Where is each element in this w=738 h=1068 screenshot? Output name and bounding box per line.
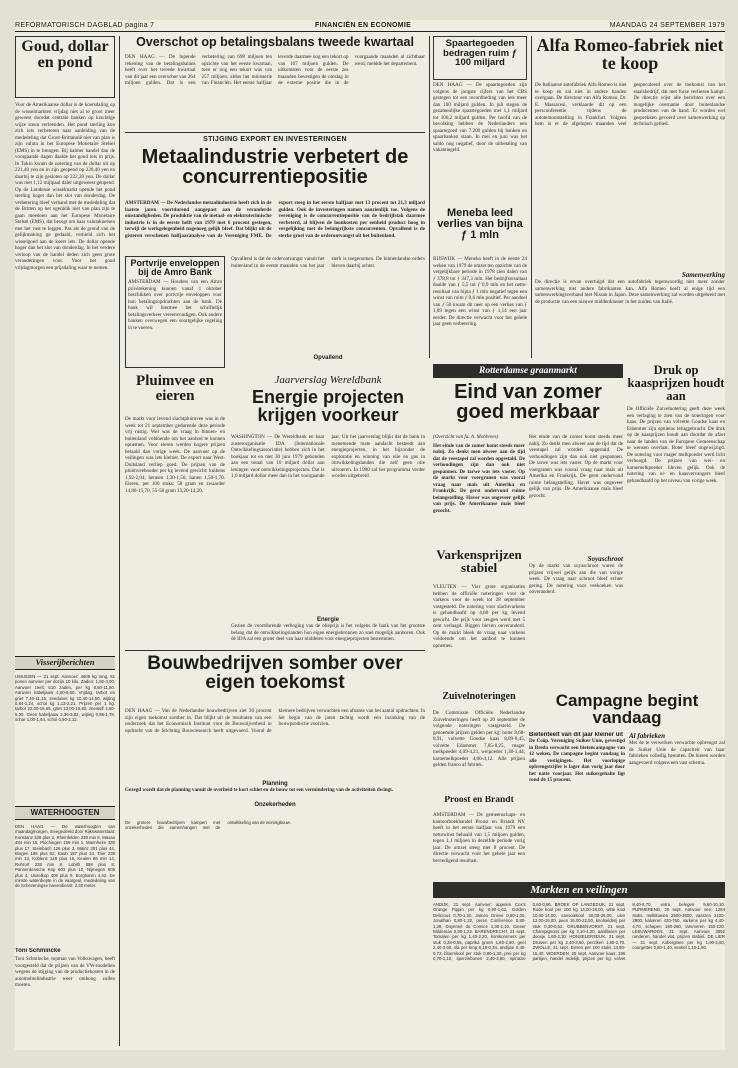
markten-band: Markten en veilingen [433, 882, 725, 898]
article-visserij-body: IJMUIDEN — 21 sept. Aanvoer: 4609 kg tong, 51 ponen aanvoer per dozijn 10 kilo. Zaden: 1,82-3,00. Aanvoer zeelt: 510 zaden, per kg 8,60-11,80. Aanvoer kabeljauw 4,00-6,60. Vrijdag, tarbot en griet 7,40-11,15, zeeduivel kg 10,40-14,50, wijting 0,84-1,24, schol kg 1,13-2,21. Prijzen per 1 kg: tarbot 22,00-16,65, griet 13,00-15,80, zeewolf 4,60-5,00. Geen kabeljauw 2,36-3,82, wijting 0,86-1,78, schar 1,00-1,64, schol 0,90-2,12. [15, 674, 115, 723]
article-campagne-head [529, 692, 725, 730]
article-overschot-head [125, 36, 425, 52]
article-pluimvee-body: De markt voor levend slachtpluimvee was in de week tot 21 september gedurende deze periode vrij rustig. Wel was de vraag in binnen- en buitenland voldoende om het aanbod te kunnen opnemen. Voor eieren werden hogere prijzen betaald dan vorige week. De aanvoer op de veilingen was iets kleiner. De export naar West-Duitsland verliep goed. De prijzen van de pluimveehouder per kg levend gewicht: kuikens 1,92-2,04, hennen 1,30-1,50, hanen 1,50-1,70. Eieren, per 100 stuks: 58 gram en zwaarder 14,80-15,70, 55-58 gram 13,20-14,20. [125, 416, 225, 494]
article-spaar [433, 82, 527, 204]
column-rule-2 [429, 36, 430, 358]
article-overschot [125, 54, 425, 128]
article-bouw-subhead2: Onzekerheden [254, 802, 296, 808]
article-waterhoogten-body: DEN HAAG — De waterhoogten van maandagmorgen, meegedeeld door Rijkswaterstaat: Konstanz 338 plus 2, Rheinfelden 238 min 6, Maxau 484 min 15, Plochingen 159 min 1, Mannheim 330 plus 17, Steinbach 126 plus 2, Mainz 301 plus 44, Bingen 186 plus 62, Kaub 187 plus 34, Trier 238 min 13, Koblenz 148 plus 15, Keulen 86 min 14, Ruhrort 238 min 8, Lobith 898 plus 8, Pannerdensche Kop 603 plus 10, Nijmegen 605 plus 4, IJsselkop 409 plus 9, Borgharen 4.42. De minste waterdiepte in de vaargeul, mededeling van de Scheveningse havendienst: 2,30 meter. [15, 824, 115, 889]
article-metaal-title: Metaalindustrie verbetert de concurrentiepositie [141, 147, 409, 188]
article-spaar-title: Spaartegoeden bedragen ruim ƒ 100 miljard [443, 39, 517, 69]
article-alfa-title: Alfa Romeo-fabriek niet te koop [536, 36, 724, 73]
article-energie-body: WASHINGTON — De Wereldbank en haar zusterorganisatie IDA (Internationale Ontwikkelingsassociatie) hebben zich in het boekjaar tot en met 30 juni 1979 gebonden aan een totaal van 10 miljard dollar aan leningen voor ontwikkelingsprojecten. Dat is 1,6 miljard dollar meer dan in het voorgaande jaar. Uit het jaarverslag blijkt dat de bank in toenemende mate aandacht besteedt aan energieprojecten, in het bijzonder de exploratie en winning van olie en gas in ontwikkelingslanden die zelf geen olie uitvoeren. In 1980 zal het programma verder worden uitgebreid. [231, 434, 425, 479]
article-rotterdam-body: Het einde van de zomer komt steeds meer nabij. Zo denkt men alweer aan de tijd dat de veestapel zal worden opgestald. De verhoudingen zijn dan ook niet gespannen. De tarwe was iets vaster. Op de markt voor voergranen was vooral vraag naar maïs uit Amerika en Frankrijk. De gerst ondervond ruime belangstelling. Haver was ongeveer gelijk van prijs. De Amerikaanse maïs bleef gezocht. [433, 442, 525, 514]
article-campagne-kicker: Bietenteelt van dit jaar kleiner uit [529, 732, 624, 738]
article-schmincke [15, 948, 115, 1046]
article-alfa-body2: De directie is ervan overtuigd dat een autofabriek tegenwoordig niet meer zonder samenwerking met andere fabrikanten kan. Alfa Romeo heeft al enige tijd een samenwerkingsverband met Nissan in Japan. Deze samenwerking zal worden uitgebreid met de productie van een nieuwe middenklasser in het zuiden van Italië. [535, 279, 725, 305]
article-metaal-subhead: Opvallend [313, 355, 343, 361]
article-campagne-body: De Coöp. Vereniging Suiker Unie, gevestigd in Breda verwacht een bietencampagne van 12 weken. De campagne begint vandaag in alle vestigingen. Het voorlopige opbrengstcijfer is lager dan vorig jaar door het natte voorjaar. Het suikergehalte ligt rond de 15 procent. [529, 738, 625, 783]
article-energie-subhead: Energie [316, 617, 339, 623]
article-waterhoogten [15, 824, 115, 942]
column-rule [119, 36, 120, 1046]
article-meneba-head [433, 208, 527, 254]
newspaper-page [15, 20, 725, 1050]
article-kaas-title: Druk op kaasprijzen houdt aan [627, 364, 725, 403]
article-campagne-cont [629, 732, 725, 876]
article-portvrije-body: AMSTERDAM — Houders van een Amro privérekening kunnen vanaf 1 oktober beschikken over portvrije enveloppen voor hun betalingsopdrachten aan de bank. De bank wil hiermee het schriftelijk betalingsverkeer vereenvoudigen. Ook andere banken overwegen een soortgelijke regeling in te voeren. [128, 279, 222, 331]
article-goud-title-box [15, 36, 115, 98]
article-energie-title: Energie projecten krijgen voorkeur [251, 388, 405, 425]
article-overschot-title: Overschot op betalingsbalans tweede kwartaal [136, 36, 414, 49]
article-metaal-body: AMSTERDAM — De Nederlandse metaalindustrie heeft zich in de laatste jaren voortdurend aangepast aan de veranderde omstandigheden. De produktie van de metaal- en elektrotechnische industrie is in de eerste helft van 1979 met 6 procent gestegen, terwijl de werkgelegenheid nagenoeg gelijk bleef. Dat blijkt uit de gisteren verschenen halfjaaranalyse van de Vereniging FME. De export steeg in het eerste halfjaar met 13 procent tot 21,3 miljard gulden. Ook de investeringen namen aanzienlijk toe. Volgens de vereniging is de concurrentiepositie van de bedrijfstak daarmee verbeterd, al blijven de loonkosten per eenheid product hoog in vergelijking met de belangrijkste concurrenten. Opvallend is de sterke groei van de orderontvangst uit het buitenland. [125, 200, 425, 239]
article-metaal-head [125, 147, 425, 197]
article-kaas-body: De Officiële Zuivelnotering geeft deze week een verlaging te zien van de noteringen voor kaas. De prijzen van volvette Goudse kaas en Edammer zijn opnieuw teruggebracht. De druk op de kaasprijzen houdt aan doordat de afzet naar de landen van de Europese Gemeenschap te wensen overlaat. Boter bleef ongewijzigd. De notering voor mager melkpoeder werd licht verhoogd. De prijzen van wei- en karnemelkpoeder bleven gelijk. Ook de notering van ei- en kaasvervangers bleef gehandhaafd op het niveau van vorige week. [627, 406, 725, 484]
article-bouw-subhead: Planning [262, 781, 288, 787]
rotterdam-band: Rotterdamse graanmarkt [433, 364, 623, 378]
header-left: REFORMATORISCH DAGBLAD pagina 7 [15, 22, 155, 29]
article-rotterdam-head [433, 382, 623, 432]
article-zuivel-body: De Commissie Officiële Nederlandse Zuivelnoteringen heeft op 20 september de volgende noteringen vastgesteld. De genoemde prijzen gelden per kg: boter 8,68-8,91, volvette Goudse kaas 8,09-8,45, volvette Edammer 7,85-8,25, mager melkpoeder 4,09-4,21, weipoeder 1,38-1,44, karnemelkpoeder 4,00-4,12. Alle prijzen gelden franco af fabriek. [433, 710, 525, 768]
article-varkens-head [433, 548, 525, 582]
column-rule-3 [531, 36, 532, 358]
article-energie [231, 434, 425, 646]
header-section: FINANCIËN EN ECONOMIE [315, 22, 412, 29]
article-goud [15, 102, 115, 650]
markten-list [433, 902, 725, 1046]
article-proost-title: Proost en Brandt [444, 796, 514, 805]
article-campagne-subhead: Al fabrieken [629, 732, 665, 740]
article-zuivel [433, 710, 525, 794]
article-campagne [529, 732, 625, 876]
article-meneba-body: RIJSWIJK — Meneba heeft in de eerste 24 weken van 1979 de omzet ten opzichte van de vergelijkbare periode in 1978 zien dalen van ƒ 378,8 tot ƒ 347,3 mln. Het bedrijfsresultaat daalde van ƒ 5,5 tot ƒ 0,9 mln en het netto-resultaat van bijna ƒ 1 mln negatief tegen een winst van ruim ƒ 0,6 mln positief. Per aandeel van ƒ 50 kwam dit neer op een verlies van ƒ 1,89 tegen een winst van ƒ 1,14 een jaar eerder. De directie verwacht voor het gehele jaar geen verbetering. [433, 256, 527, 327]
article-spaar-body: DEN HAAG — De spaartegoeden zijn volgens de jongste cijfers van het CBS gestegen tot een recordbedrag van iets meer dan 100 miljard gulden. In juli stegen de gezamenlijke spaartegoeden met 1,1 miljard tot 100,2 miljard gulden. Per hoofd van de bevolking hebben de Nederlanders een spaartegoed van 7.200 gulden bij banken en spaarbanken staan. In mei en juni was het saldo nog negatief, door de uitbetaling van vakantiegeld. [433, 82, 527, 153]
article-varkens-body: VLEUTEN — Vier grote organisaties hebben de officiële noteringen voor de varkens voor de week tot 28 september vastgesteld. De notering voor slachtvarkens is gehandhaafd op 4,60 per kg levend gewicht. De prijs voor zeugen werd met 5 cent verlaagd. Biggen bleven onveranderd. Op de markt bleek de vraag naar varkens voldoende om het aanbod te kunnen opnemen. [433, 584, 525, 649]
article-campagne-title: Campagne begint vandaag [555, 692, 699, 727]
article-bouw-body3: De grotere bouwbedrijven kampen met onzekerheden die samenhangen met de ontwikkeling van de woningbouw. [125, 820, 291, 831]
article-energie-head [231, 388, 425, 432]
article-alfa-subhead: Samenwerking [681, 271, 725, 279]
article-alfa [535, 82, 725, 352]
visserij-band: Visserijberichten [15, 656, 115, 670]
article-rotterdam [433, 434, 525, 544]
article-goud-title: Goud, dollar en pond [21, 39, 109, 72]
header-date: MAANDAG 24 SEPTEMBER 1979 [609, 22, 725, 29]
article-meneba [433, 256, 527, 356]
article-rotterdam-byline: (Overzicht van fa. A. Mobbrees) [433, 434, 499, 440]
article-zuivel-head [433, 692, 525, 708]
article-rotterdam-title: Eind van zomer goed merkbaar [454, 382, 602, 423]
article-schmincke-body: Toni Schmincke, topman van Volkswagen, heeft voorgesteld dat de prijzen van de VW-modellen wegens de stijging van de productiekosten in de automobielindustrie weer omhoog zullen moeten. [15, 956, 115, 988]
article-proost-head [433, 796, 525, 810]
article-overschot-body: DEN HAAG — De lopende rekening van de betalingsbalans heeft over het tweede kwartaal van dit jaar een overschot van 264 miljoen gulden. Dat is een verbetering van 698 miljoen ten opzichte van het eerste kwartaal, toen er nog een tekort was van 257 miljoen, aldus het ministerie van Financiën. Het eerste halfjaar leverde daarmee nog een tekort op van 107 miljoen gulden. De uitkomsten voor de eerste zes maanden bevestigen de omslag in de externe positie die in de voorgaande maanden al zichtbaar werd, meldde het departement. [125, 54, 425, 86]
article-spaar-head [433, 36, 527, 80]
article-metaal-cont [231, 256, 425, 368]
article-bouw-body: DEN HAAG — Van de Nederlandse bouwbedrijven ziet 30 procent zijn eigen toekomst somber in. Dat blijkt uit de resultaten van een onderzoek dat het Economisch Instituut voor de Bouwnijverheid in opdracht van de Stichting Bouwresearch heeft uitgevoerd. Vooral de kleinere bedrijven verwachten een afname van het aantal opdrachten. In het begin van de jaren tachtig wordt een inzinking van de bouwproductie voorzien. [125, 708, 425, 734]
article-portvrije-title: Portvrije enveloppen bij de Amro Bank [130, 259, 220, 278]
article-metaal-lead [125, 200, 425, 250]
waterhoogten-band: WATERHOOGTEN [15, 806, 115, 820]
article-bouw-body2: Gezegd wordt dat de planning vanuit de overheid te kort schiet en de bouw tot een vermindering van de activiteiten dwingt. [125, 787, 394, 793]
article-bouw [125, 708, 425, 818]
article-varkens [433, 584, 525, 688]
article-rotterdam-body-cont: Het einde van de zomer komt steeds meer nabij. Zo denkt men alweer aan de tijd dat de veestapel zal worden opgestald. De verhoudingen zijn dan ook niet gespannen. De tarwe was iets vaster. Op de markt voor voergranen was vooral vraag naar maïs uit Amerika en Frankrijk. De gerst ondervond ruime belangstelling. Haver was ongeveer gelijk van prijs. De Amerikaanse maïs bleef gezocht. [529, 434, 623, 499]
article-rotterdam-subhead: Soyaschroot [587, 555, 623, 563]
article-bouw-title: Bouwbedrijven somber over eigen toekomst [147, 654, 403, 693]
article-campagne-body2: Met de te verwerken verwachte opbrengst zal de Suiker Unie de capaciteit van haar fabrieken volledig benutten. De bieten worden aangevoerd volgens een vast schema. [629, 740, 725, 766]
section-rule [125, 132, 425, 133]
article-proost [433, 812, 525, 876]
markten-body: ANDIJK, 21 sept. Aanvoer: appelen Cox's Orange Pippin per kg 0,90-1,62, Golden Delicious 0,70-1,20, James Grieve 0,60-1,00, Jonathan 0,80-1,32, peren Conference 0,80-1,28, Doyenné du Comice 1,30-2,10, Gieser Wildeman 0,90-1,22. BARENDRECHT, 21 sept. Tomaten per kg 1,40-2,20, komkommers per stuk 0,28-0,55, paprika groen 1,80-2,60, geel 2,40-3,60, sla per krop 0,18-0,34, andijvie 0,40-0,72, bloemkool per stuk 0,80-1,30, prei per kg 0,70-1,10, sperziebonen 2,40-3,80, spinazie 0,60-0,96. BROEK OP LANGEDIJK, 21 sept. Rode kool per 100 kg 14,00-18,00, witte kool 10,00-14,00, savooiekool 20,00-26,00, uien 12,00-16,00, peen 16,00-22,00, knolselderij per stuk 0,30-0,52. GRUBBENVORST, 21 sept. Champignons per kg 3,10-4,20, aardbeien per doosje 1,60-2,30. HONSELERSDIJK, 21 sept. Druiven per kg 2,40-3,60, perziken 1,80-2,70. ZWOLLE, 21 sept. Eieren per 100 stuks 13,80-15,40. WOERDEN, 20 sept. Aanvoer kaas: 186 partijen, handel redelijk, prijzen per kg: volvet 8,40-8,70, extra belegen 9,60-10,10. PURMEREND, 20 sept. Aanvoer vee: 1284 stuks, melkkoeien 2500-3600, vaarzen 2100-2900, kalveren 420-760, varkens per kg 4,40-4,70, schapen 190-260, lammeren 150-220. LEEUWARDEN, 21 sept. Aanvoer 3892 runderen, handel vlot, prijzen stabiel. DE LIER — 21 sept. Aubergines per kg 1,90-2,60, courgettes 0,80-1,40, venkel 1,10-1,80. [433, 902, 725, 962]
article-kaas-head [627, 364, 725, 404]
article-metaal-body2: Opvallend is dat de orderontvangst vanuit het buitenland in de eerste maanden van het jaar sterk is toegenomen. De binnenlandse orders bleven daarbij achter. [231, 256, 425, 269]
article-bouw-head [125, 654, 425, 706]
article-bouw-cont [125, 820, 425, 1046]
article-meneba-title: Meneba leed verlies van bijna ƒ 1 mln [437, 208, 523, 242]
article-pluimvee-head [125, 374, 225, 414]
article-energie-kicker: Jaarverslag Wereldbank [274, 374, 382, 386]
article-schmincke-title: Toni Schmincke [15, 948, 61, 954]
article-visserij [15, 674, 115, 802]
article-pluimvee [125, 416, 225, 646]
article-metaal-kicker: STIJGING EXPORT EN INVESTERINGEN [203, 136, 347, 143]
article-rotterdam-cont [529, 434, 623, 688]
article-pluimvee-title: Pluimvee en eieren [136, 374, 214, 405]
article-proost-body: AMSTERDAM — De gemeenschaps- en kantoorboekhandel Proost en Brandt NV heeft in het eerste halfjaar van 1979 een nettowinst behaald van 1,5 miljoen gulden, tegen 1,1 miljoen in dezelfde periode vorig jaar. De omzet steeg met 8 procent. De directie verwacht voor het gehele jaar een bevredigend resultaat. [433, 812, 525, 864]
article-rotterdam-body2: Op de markt van soyaschroot waren de prijzen vrijwel gelijk aan die van vorige week. De vraag naar schroot bleef echter gering. De notering voor veekoeken was onveranderd. [529, 563, 623, 595]
article-zuivel-title: Zuivelnoteringen [442, 692, 516, 702]
article-energie-body2: Gezien de voortdurende verhoging van de olieprijs is het volgens de bank van het grootste belang dat de ontwikkelingslanden hun eigen energiebronnen zo snel mogelijk aanboren. Ook de IDA zal een groter deel van haar middelen voor energieprojecten bestemmen. [231, 623, 425, 642]
article-goud-body: Voor de Amerikaanse dollar is de koersdaling op de wisselmarkten vrijdag niet al te groot meer geweest doordat centrale banken op krachtige wijze steun verleenden. Het pond sterling kon zich iets verbeteren naar aanleiding van de mededeling dat Groot-Brittannië niet van plan is zijn valuta in het Europese Monetaire Stelsel (EMS) in te brengen. Bij kalmer handel dan de voorgaande dagen daalde het goud iets in prijs. In Tokio kwam de notering van de dollar uit op 221,40 yen en in zijn geopend op 220,40 yen en daarbij te zijn gesloten op 222,20 yen. De dollar was met 1,12 mijlpaal daler uitgeweest geopend. Op de Londense wisselmarkt opende het pond sterling hoger dan het slot van donderdag. De verbetering bleef verband met de mededeling dat de Britten op het ogenblik niet van plan zijn te gaan meedoen aan het Europese Monetaire Stelsel (EMS), dat besogt om haar valutakoersen met het vast te leggen. Pas als de grond van de gelijkmaking ge gedaald, verhield zich het wisselgoed aan de koers iets. De dollar opende hoger dan het slot van donderdag. In het verdere verloop van de handel deden zich geen grote veranderingen voor. Voor het goud vrijdagmorgen een prijsdaling waar te nemen. [15, 102, 115, 271]
article-varkens-title: Varkensprijzen stabiel [436, 548, 522, 575]
section-rule-2 [125, 650, 425, 651]
article-kaas [627, 406, 725, 688]
page-header [15, 20, 725, 32]
article-portvrije [125, 256, 225, 368]
article-alfa-head [535, 36, 725, 80]
article-alfa-body: De Italiaanse autofabriek Alfa Romeo is niet te koop en zal niet in andere handen overgaan. De directeur van Alfa Romeo, Dr. E. Massacesi, verklaarde dit op een persconferentie tijdens de autotentoonstelling in Frankfurt. Volgens hem is er de afgelopen maanden veel gespeculeerd over de toekomst van het staatsbedrijf, dat met forse verliezen kampt. De directie wijst alle berichten over een mogelijke overname door buitenlandse producenten van de hand. Er worden wel gesprekken gevoerd over samenwerking op technisch gebied. [535, 82, 725, 127]
